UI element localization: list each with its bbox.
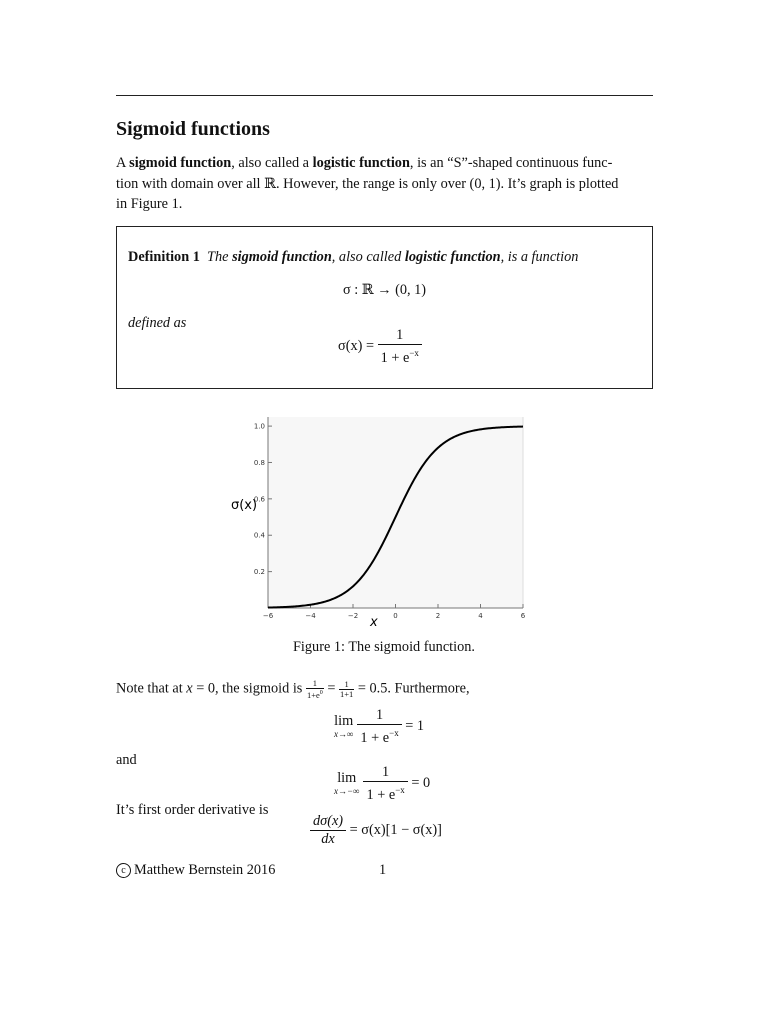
y-tick-label: 0.6 bbox=[253, 495, 265, 504]
y-tick-label: 0.8 bbox=[253, 458, 265, 467]
fraction-one-over-two: $\frac{1}{1+1}$ bbox=[340, 678, 354, 699]
x-tick-label: 6 bbox=[520, 612, 526, 620]
note-line: Note that at x = 0, the sigmoid is $\frac{1}{1+e^0}$ = $\frac{1}{1+1}$ = 0.5. Furthermore, bbox=[116, 678, 470, 700]
derivative-formula: $\frac{d\sigma(x)}{dx}$ = σ(x)[1 − σ(x)] bbox=[310, 813, 442, 848]
definition-label: Definition 1 bbox=[128, 249, 200, 265]
section-title: Sigmoid functions bbox=[116, 118, 270, 140]
sigmoid-figure bbox=[225, 410, 545, 635]
fraction-one-over-e0: $\frac{1}{1+e^0}$ bbox=[306, 678, 323, 700]
x-tick-label: 2 bbox=[435, 612, 441, 620]
sigma-mapping: σ : ℝ → (0, 1) bbox=[342, 282, 427, 298]
sigmoid-formula: σ(x) = $\frac{1}{1 + e^{-x}}$ bbox=[338, 327, 422, 367]
y-axis-label: σ(x) bbox=[231, 498, 258, 513]
sigmoid-plot bbox=[225, 410, 545, 635]
and-text: and bbox=[116, 752, 137, 768]
intro-paragraph: A sigmoid function, also called a logistic function, is an “S”-shaped continuous func- tion with domain over all ℝ. However, the range is only over (0, 1). It’s graph is plotted in Figure 1. bbox=[116, 155, 619, 212]
figure-caption: Figure 1: The sigmoid function. bbox=[292, 639, 475, 655]
definition-box bbox=[116, 226, 653, 389]
x-tick-label: −2 bbox=[347, 612, 359, 620]
x-tick-label: 4 bbox=[478, 612, 483, 620]
y-tick-label: 1.0 bbox=[253, 422, 265, 431]
x-tick-label: −4 bbox=[305, 612, 316, 620]
derivative-intro: It’s first order derivative is bbox=[116, 802, 269, 818]
x-tick-label: 0 bbox=[393, 612, 398, 620]
x-tick-label: −6 bbox=[262, 612, 274, 620]
defined-as-text: defined as bbox=[128, 315, 187, 331]
x-axis-label: x bbox=[370, 615, 378, 630]
header-rule bbox=[116, 95, 653, 96]
page-number: 1 bbox=[379, 862, 387, 878]
copyright-icon: c bbox=[116, 863, 131, 878]
footer-copyright: c Matthew Bernstein 2016 bbox=[116, 862, 275, 879]
limit-negative-infinity: lim x→−∞ $\frac{1}{1 + e^{-x}}$ = 0 bbox=[334, 764, 431, 803]
y-tick-label: 0.2 bbox=[253, 568, 265, 577]
limit-positive-infinity: lim x→∞ $\frac{1}{1 + e^{-x}}$ = 1 bbox=[334, 707, 425, 746]
y-tick-label: 0.4 bbox=[253, 531, 265, 540]
definition-heading: Definition 1 The sigmoid function, also called logistic function, is a function bbox=[128, 249, 579, 265]
